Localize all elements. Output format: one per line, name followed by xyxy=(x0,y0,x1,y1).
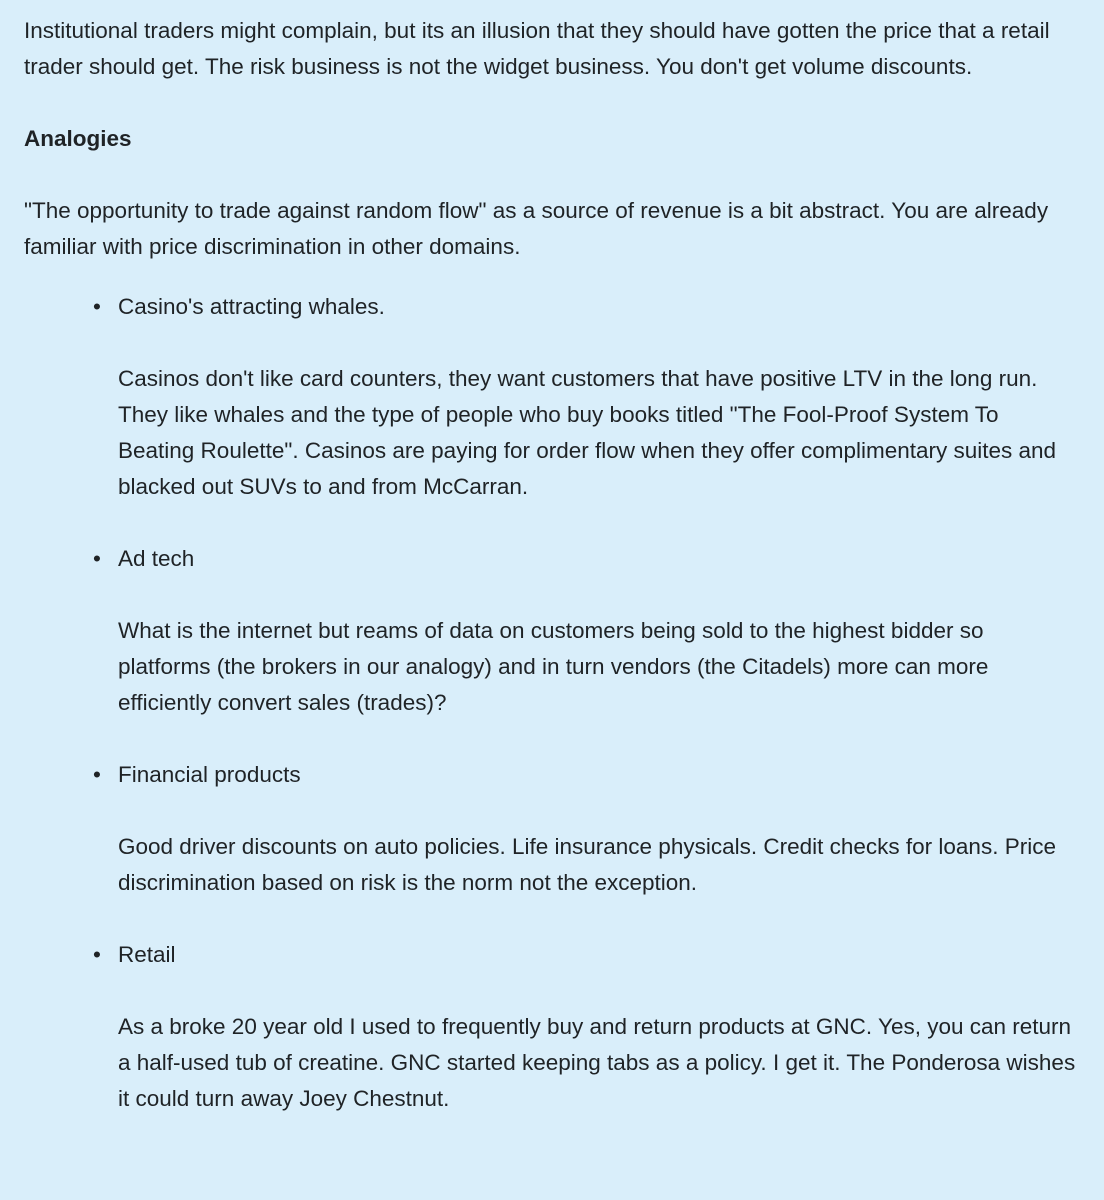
analogies-list xyxy=(24,289,1080,1117)
section-heading: Analogies xyxy=(24,126,132,151)
list-item xyxy=(93,937,1080,1117)
bullet-icon: • xyxy=(93,546,101,571)
section-lead-paragraph: "The opportunity to trade against random flow" as a source of revenue is a bit abstract. You are already familiar with price discrimination in other domains. xyxy=(24,198,1049,259)
bullet-icon: • xyxy=(93,942,101,967)
list-item-title: Retail xyxy=(118,942,176,967)
intro-paragraph: Institutional traders might complain, but its an illusion that they should have gotten the price that a retail trader should get. The risk business is not the widget business. You don't get volume discounts. xyxy=(24,18,1050,79)
list-item xyxy=(93,757,1080,901)
list-item-title: Financial products xyxy=(118,762,301,787)
list-item-body: Good driver discounts on auto policies. Life insurance physicals. Credit checks for loans. Price discrimination based on risk is the norm not the exception. xyxy=(118,834,1056,895)
list-item-title: Casino's attracting whales. xyxy=(118,294,385,319)
bullet-icon: • xyxy=(93,762,101,787)
list-item-body: As a broke 20 year old I used to frequently buy and return products at GNC. Yes, you can return a half-used tub of creatine. GNC started keeping tabs as a policy. I get it. The Ponderosa wishes it could turn away Joey Chestnut. xyxy=(118,1014,1076,1111)
list-item-title: Ad tech xyxy=(118,546,195,571)
list-item xyxy=(93,289,1080,505)
list-item-body: What is the internet but reams of data on customers being sold to the highest bidder so platforms (the brokers in our analogy) and in turn vendors (the Citadels) more can more efficiently convert sales (trades)? xyxy=(118,618,989,715)
list-item-body: Casinos don't like card counters, they want customers that have positive LTV in the long run. They like whales and the type of people who buy books titled "The Fool-Proof System To Beating Roulette". Casinos are paying for order flow when they offer complimentary suites and blacked out SUVs to and from McCarran. xyxy=(118,366,1057,499)
bullet-icon: • xyxy=(93,294,101,319)
list-item xyxy=(93,541,1080,721)
